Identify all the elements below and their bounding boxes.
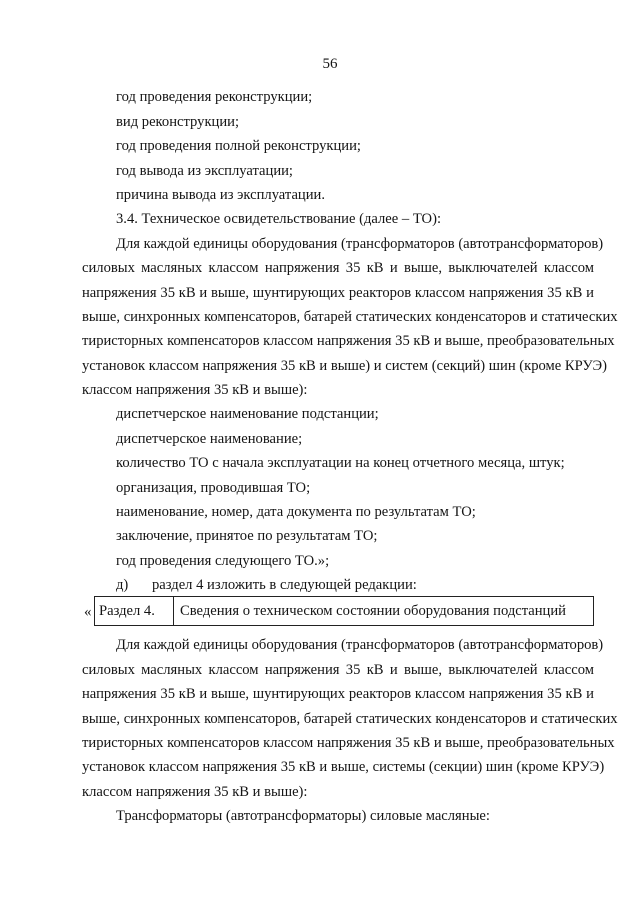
list-item-decommission-reason: причина вывода из эксплуатации. (116, 187, 326, 203)
paragraph-line: выше, синхронных компенсаторов, батарей статических конденсаторов и статических (82, 309, 618, 325)
list-item-full-reconstruction-year: год проведения полной реконструкции; (116, 138, 361, 154)
list-item-next-inspection-year: год проведения следующего ТО.»; (116, 553, 330, 569)
paragraph-line: тиристорных компенсаторов классом напряжения 35 кВ и выше, преобразовательных (82, 735, 615, 751)
section-label: Раздел 4. (95, 597, 174, 625)
list-item-reconstruction-type: вид реконструкции; (116, 114, 240, 130)
opening-quote: « (84, 604, 92, 620)
subsection-heading-3-4: 3.4. Техническое освидетельствование (далее – ТО): (116, 211, 442, 227)
paragraph-line: выше, синхронных компенсаторов, батарей статических конденсаторов и статических (82, 711, 618, 727)
subpoint-text: раздел 4 изложить в следующей редакции: (152, 577, 417, 593)
paragraph-line: установок классом напряжения 35 кВ и выше, системы (секции) шин (кроме КРУЭ) (82, 759, 605, 775)
paragraph-line: силовых масляных классом напряжения 35 кВ и выше, выключателей классом (82, 260, 594, 276)
paragraph-line: установок классом напряжения 35 кВ и выше) и систем (секций) шин (кроме КРУЭ) (82, 358, 608, 374)
list-item-reconstruction-year: год проведения реконструкции; (116, 89, 313, 105)
list-item-decommission-year: год вывода из эксплуатации; (116, 163, 293, 179)
section-heading-table (94, 596, 594, 626)
list-item-inspection-count: количество ТО с начала эксплуатации на конец отчетного месяца, штук; (116, 455, 565, 471)
section-title: Сведения о техническом состоянии оборудования подстанций (180, 603, 566, 619)
subsection-heading-transformers: Трансформаторы (автотрансформаторы) силовые масляные: (116, 808, 490, 824)
list-item-substation-name: диспетчерское наименование подстанции; (116, 406, 379, 422)
page-number: 56 (322, 56, 338, 72)
paragraph-line: Для каждой единицы оборудования (трансформаторов (автотрансформаторов) (116, 236, 604, 252)
list-item-organization: организация, проводившая ТО; (116, 480, 311, 496)
paragraph-line: тиристорных компенсаторов классом напряжения 35 кВ и выше, преобразовательных (82, 333, 615, 349)
paragraph-line: Для каждой единицы оборудования (трансформаторов (автотрансформаторов) (116, 637, 604, 653)
paragraph-line: классом напряжения 35 кВ и выше): (82, 382, 308, 398)
list-item-document: наименование, номер, дата документа по результатам ТО; (116, 504, 476, 520)
list-item-dispatch-name: диспетчерское наименование; (116, 431, 303, 447)
subpoint-marker: д) (116, 577, 129, 593)
paragraph-line: напряжения 35 кВ и выше, шунтирующих реакторов классом напряжения 35 кВ и (82, 686, 594, 702)
paragraph-line: силовых масляных классом напряжения 35 кВ и выше, выключателей классом (82, 662, 594, 678)
paragraph-line: классом напряжения 35 кВ и выше): (82, 784, 308, 800)
paragraph-line: напряжения 35 кВ и выше, шунтирующих реакторов классом напряжения 35 кВ и (82, 285, 594, 301)
list-item-conclusion: заключение, принятое по результатам ТО; (116, 528, 378, 544)
